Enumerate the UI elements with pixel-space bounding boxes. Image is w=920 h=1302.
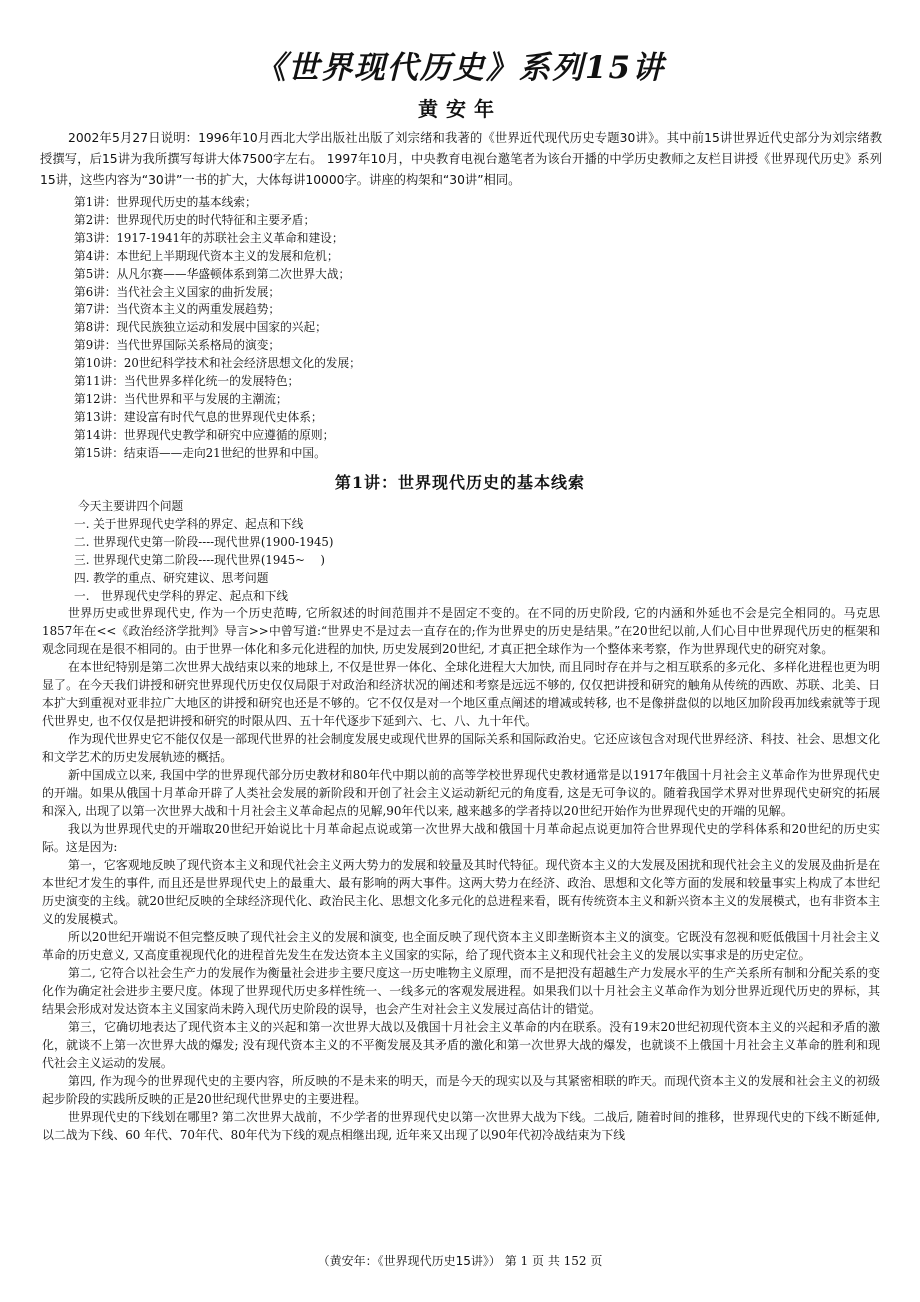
paragraph: 第三，它确切地表达了现代资本主义的兴起和第一次世界大战以及俄国十月社会主义革命的内在联系。没有19末20世纪初现代资本主义的兴起和矛盾的激化，就谈不上第一次世界大战的爆发; 没有现代资本主义的不平衡发展及其矛盾的激化和第一次世界大战的爆发，也就谈不上俄国十月社会主义革命的胜利和现代社会主义运动的发展。	[42, 1020, 880, 1070]
author-name: 黄安年	[418, 97, 502, 121]
paragraph: 第四, 作为现今的世界现代史的主要内容，所反映的不是未来的明天，而是今天的现实以及与其紧密相联的昨天。而现代资本主义的发展和社会主义的初级起步阶段的实践所反映的正是20世纪现代世界史的主要进程。	[42, 1074, 880, 1106]
paragraph: 世界现代史的下线划在哪里? 第二次世界大战前，不少学者的世界现代史以第一次世界大战为下线。二战后, 随着时间的推移，世界现代史的下线不断延伸, 以二战为下线、60 年代、70年代、80年代为下线的观点相继出现, 近年来又出现了以90年代初冷战结束为下线	[42, 1110, 880, 1142]
topic-item: 今天主要讲四个问题	[78, 499, 184, 513]
lecture-item: 第4讲：本世纪上半期现代资本主义的发展和危机；	[74, 248, 339, 263]
lecture-item: 第3讲：1917-1941年的苏联社会主义革命和建设；	[74, 230, 344, 245]
lecture-item: 第10讲：20世纪科学技术和社会经济思想文化的发展；	[74, 356, 361, 371]
subsection-heading: 一. 世界现代史学科的界定、起点和下线	[74, 589, 289, 603]
lecture-item: 第1讲：世界现代历史的基本线索；	[74, 195, 257, 209]
page-number: 第 1 页 共 152 页	[504, 1254, 603, 1268]
lecture-item: 第5讲：从凡尔赛——华盛顿体系到第二次世界大战；	[74, 266, 351, 281]
paragraph: 在本世纪特别是第二次世界大战结束以来的地球上, 不仅是世界一体化、全球化进程大大加快, 而且同时存在并与之相互联系的多元化、多样化进程也更为明显了。在今天我们讲授和研究世界现代历史仅仅局限于对政治和经济状况的阐述和考察是远远不够的, 仅仅把讲授和研究的触角从传统的西欧、苏联、北美、日本扩大到重视对亚非拉广大地区的讲授和研究也还是不够的。它不仅仅是对一个地区重点阐述的增减或转移, 也不是像拼盘似的以地区加阶段再加线索就等于现代世界史, 也不仅仅是把讲授和研究的时限从四、五十年代逐步下延到六、七、八、九十年代。	[42, 660, 880, 728]
paragraph: 我以为世界现代史的开端取20世纪开始说比十月革命起点说或第一次世界大战和俄国十月革命起点说更加符合世界现代史的学科体系和20世纪的历史实际。这是因为:	[42, 822, 880, 854]
lecture-item: 第2讲：世界现代历史的时代特征和主要矛盾；	[74, 212, 316, 227]
lecture-item: 第9讲：当代世界国际关系格局的演变；	[74, 338, 281, 353]
lecture-item: 第13讲：建设富有时代气息的世界现代史体系；	[74, 409, 323, 424]
topic-item: 三. 世界现代史第二阶段----现代世界(1945~ )	[74, 553, 325, 567]
topic-list	[74, 497, 874, 605]
lecture-item: 第12讲：当代世界和平与发展的主潮流；	[74, 391, 288, 406]
lecture-item: 第8讲：现代民族独立运动和发展中国家的兴起；	[74, 320, 327, 335]
paragraph: 所以20世纪开端说不但完整反映了现代社会主义的发展和演变, 也全面反映了现代资本主义即垄断资本主义的演变。它既没有忽视和贬低俄国十月社会主义革命的历史意义, 又高度重视现代化的进程首先发生在发达资本主义国家的实际，给了现代资本主义和现代社会主义的发展以实事求是的历史定位。	[42, 930, 880, 962]
lecture-item: 第11讲：当代世界多样化统一的发展特色；	[74, 374, 300, 389]
topic-item: 二. 世界现代史第一阶段----现代世界(1900-1945)	[74, 535, 334, 549]
paragraph: 新中国成立以来, 我国中学的世界现代部分历史教材和80年代中期以前的高等学校世界现代史教材通常是以1917年俄国十月社会主义革命作为世界现代史的开端。如果从俄国十月革命开辟了人类社会发展的新阶段和开创了社会主义运动新纪元的角度看, 这是无可争议的。随着我国学术界对世界现代史研究的拓展和深入, 出现了以第一次世界大战和十月社会主义革命起点的见解,90年代以来, 越来越多的学者持以20世纪开始作为世界现代史的开端的见解。	[42, 768, 880, 818]
paragraph: 第一，它客观地反映了现代资本主义和现代社会主义两大势力的发展和较量及其时代特征。现代资本主义的大发展及困扰和现代社会主义的发展及曲折是在本世纪才发生的事件, 而且还是世界现代史上的最重大、最有影响的两大事件。这两大势力在经济、政治、思想和文化等方面的发展和较量事实上构成了本世纪历史演变的主线。就20世纪反映的全球经济现代化、政治民主化、思想文化多元化的总进程来看，既有传统资本主义和新兴资本主义的发展模式，也有非资本主义的发展模式。	[42, 858, 880, 926]
lecture-item: 第15讲：结束语——走向21世纪的世界和中国。	[74, 445, 326, 460]
paragraph: 作为现代世界史它不能仅仅是一部现代世界的社会制度发展史或现代世界的国际关系和国际政治史。它还应该包含对现代世界经济、科技、社会、思想文化和文学艺术的历史发展轨迹的概括。	[42, 732, 880, 764]
lecture-item: 第14讲：世界现代史教学和研究中应遵循的原则；	[74, 427, 335, 442]
section-heading: 第1讲：世界现代历史的基本线索	[334, 473, 586, 492]
paragraph: 世界历史或世界现代史, 作为一个历史范畴, 它所叙述的时间范围并不是固定不变的。在不同的历史阶段, 它的内涵和外延也不会是完全相同的。马克思1857年在<<《政治经济学批判》导言>>中曾写道:“世界史不是过去一直存在的;作为世界史的历史是结果。”在20世纪以前,人们心目中世界现代历史的框架和观念同现在是很不相同的。由于世界一体化和多元化进程的加快, 历史发展到20世纪, 才真正把全球作为一个整体来考察，作为世界现代史的研究对象。	[42, 606, 880, 656]
lecture-list	[74, 194, 874, 463]
footer-book-title: （黄安年：《世界现代历史15讲》）	[317, 1254, 501, 1268]
body-text	[42, 604, 880, 1144]
document-title: 《世界现代历史》系列15讲	[254, 50, 666, 86]
topic-item: 一. 关于世界现代史学科的界定、起点和下线	[74, 517, 304, 531]
lecture-item: 第7讲：当代资本主义的两重发展趋势；	[74, 302, 281, 317]
paragraph: 第二, 它符合以社会生产力的发展作为衡量社会进步主要尺度这一历史唯物主义原理，而不是把没有超越生产力发展水平的生产关系所有制和分配关系的变化作为确定社会进步主要尺度。体现了世界现代历史多样性统一、一线多元的客观发展进程。如果我们以十月社会主义革命作为划分世界近现代历史的界标，其结果会形成对发达资本主义国家尚未跨入现代历史阶段的误导，也会产生对社会主义发展过高估计的错觉。	[42, 966, 880, 1016]
lecture-item: 第6讲：当代社会主义国家的曲折发展；	[74, 284, 281, 299]
page-footer	[0, 1252, 920, 1269]
topic-item: 四. 教学的重点、研究建议、思考问题	[74, 571, 269, 585]
intro-note: 2002年5月27日说明：1996年10月西北大学出版社出版了刘宗绪和我著的《世界近代现代历史专题30讲》。其中前15讲世界近代史部分为刘宗绪教授撰写，后15讲为我所撰写每讲大体7500字左右。 1997年10月，中央教育电视台邀笔者为该台开播的中学历史教师之友栏目讲授《世界现代历史》系列15讲，这些内容为“30讲”一书的扩大，大体每讲10000字。讲座的构架和“30讲”相同。	[40, 131, 882, 187]
